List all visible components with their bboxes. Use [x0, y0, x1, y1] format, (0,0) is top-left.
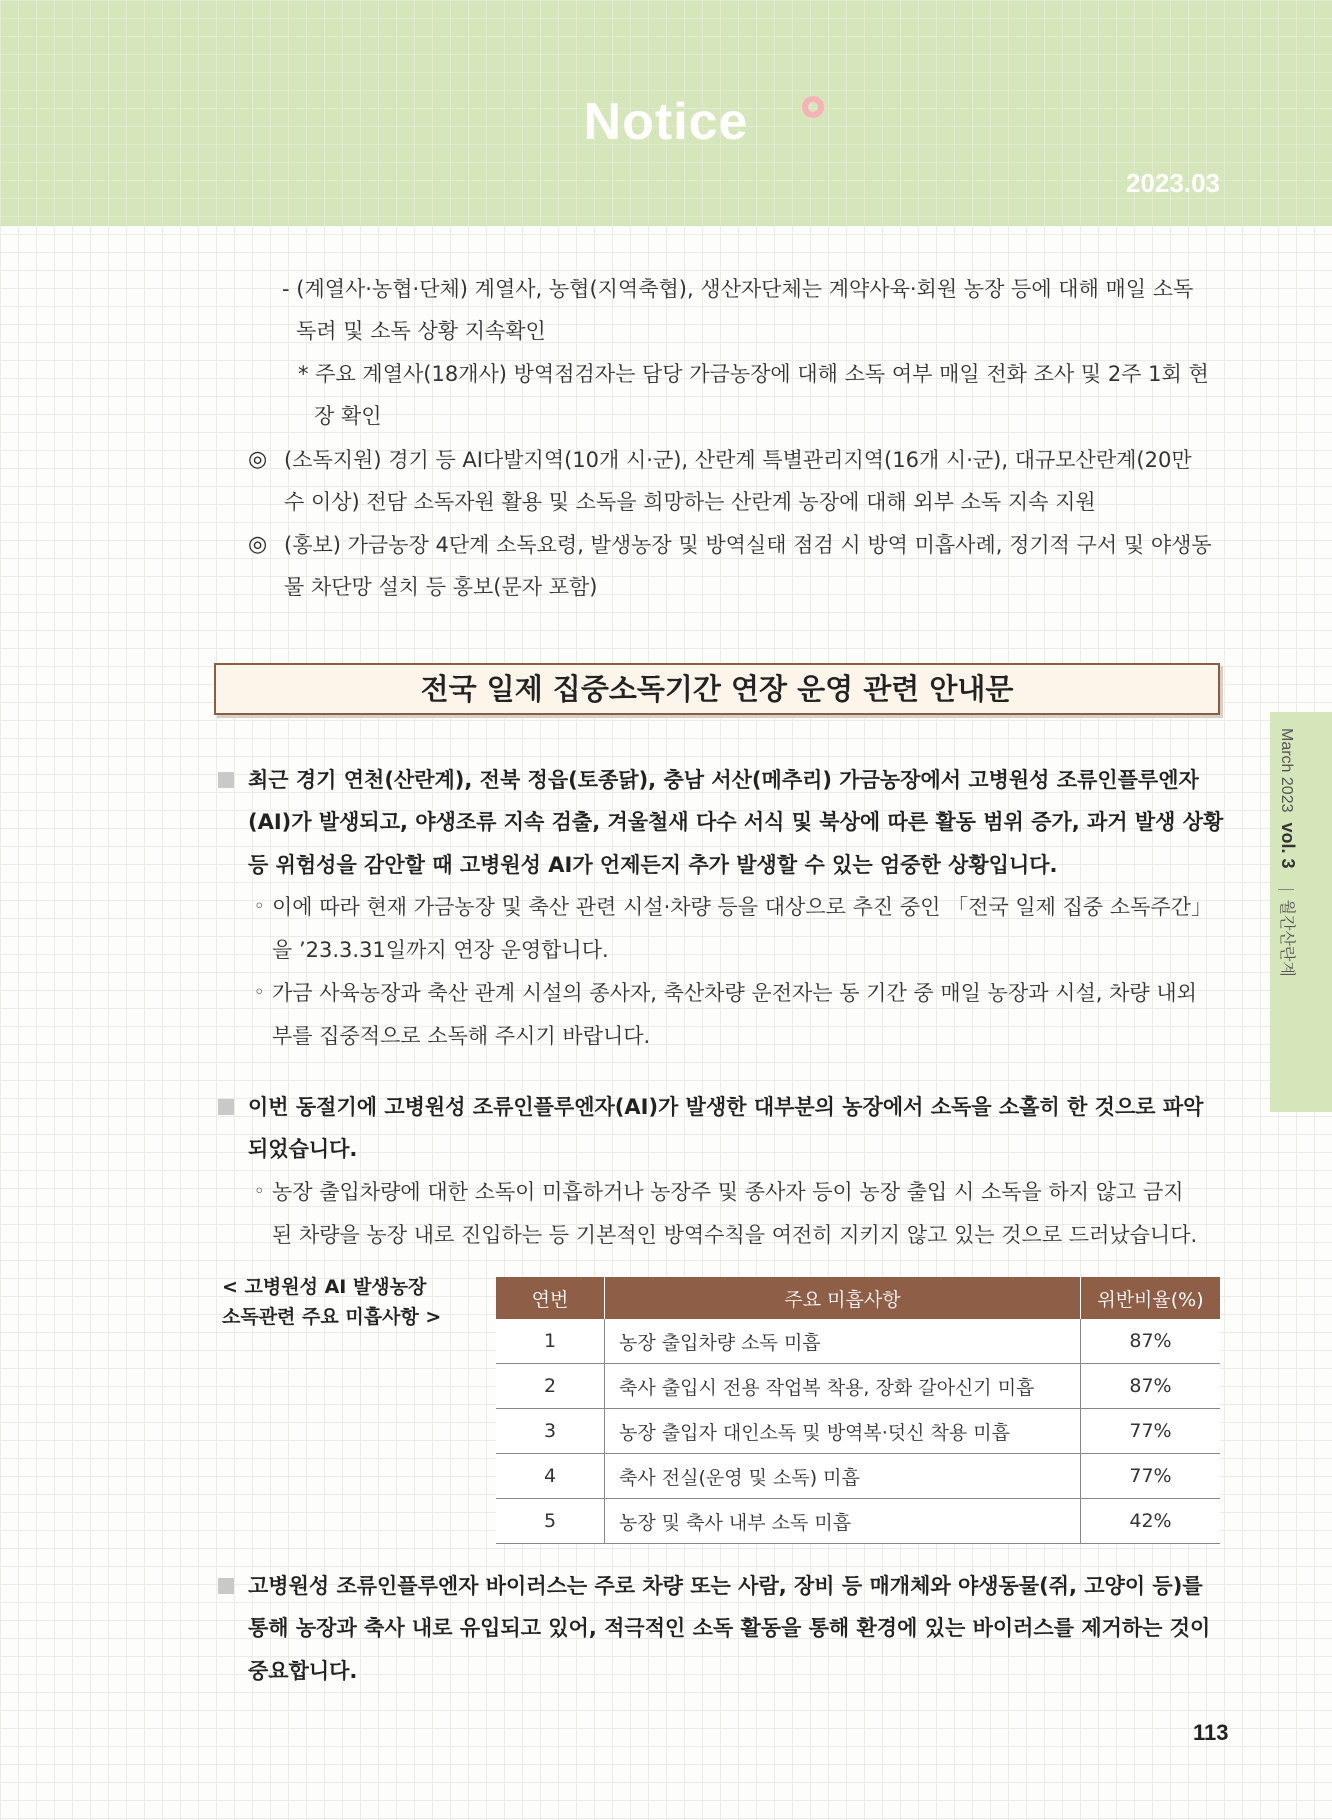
section1-main-line: (AI)가 발생되고, 야생조류 지속 검출, 겨울철새 다수 서식 및 북상에 따른 활동 범위 증가, 과거 발생 상황: [248, 810, 1224, 834]
table-row: [496, 1499, 1220, 1544]
table-header-row: [496, 1277, 1220, 1319]
table-cell-rate: 77%: [1081, 1409, 1221, 1454]
table-cell-item: 축사 전실(운영 및 소독) 미흡: [605, 1454, 1081, 1499]
intro-bullet-line: (홍보) 가금농장 4단계 소독요령, 발생농장 및 방역실태 점검 시 방역 미흡사례, 정기적 구서 및 야생동: [284, 533, 1212, 557]
side-tab-volume: vol. 3: [1278, 822, 1298, 869]
section2-main-line: 이번 동절기에 고병원성 조류인플루엔자(AI)가 발생한 대부분의 농장에서 소독을 소홀히 한 것으로 파악: [248, 1095, 1204, 1119]
table-row: [496, 1409, 1220, 1454]
notice-dot-icon: [802, 96, 824, 118]
table-cell-item: 농장 출입자 대인소독 및 방역복·덧신 착용 미흡: [605, 1409, 1081, 1454]
square-bullet-icon: [218, 1578, 234, 1594]
table-cell-no: 4: [496, 1454, 605, 1499]
small-circle-bullet-icon: ◦: [254, 896, 265, 917]
section-heading: 전국 일제 집중소독기간 연장 운영 관련 안내문: [214, 663, 1220, 715]
section1-sub-line: 가금 사육농장과 축산 관계 시설의 종사자, 축산차량 운전자는 동 기간 중 매일 농장과 시설, 차량 내외: [272, 981, 1197, 1005]
side-tab-month: March 2023: [1278, 728, 1295, 813]
notice-title: Notice: [583, 93, 749, 151]
header-banner: [0, 0, 1332, 226]
section1-sub-line: 을 ’23.3.31일까지 연장 운영합니다.: [272, 938, 609, 962]
table-caption: [222, 1272, 441, 1332]
table-cell-rate: 42%: [1081, 1499, 1221, 1544]
table-cell-no: 5: [496, 1499, 605, 1544]
side-tab-text: [1277, 728, 1300, 977]
intro-bullet-line: 물 차단망 설치 등 홍보(문자 포함): [284, 575, 598, 599]
table-cell-no: 1: [496, 1319, 605, 1364]
intro-dash-line: - (계열사·농협·단체) 계열사, 농협(지역축협), 생산자단체는 계약사육·회원 농장 등에 대해 매일 소독: [282, 277, 1194, 301]
small-circle-bullet-icon: ◦: [254, 1181, 265, 1202]
table-cell-item: 축사 출입시 전용 작업복 착용, 장화 갈아신기 미흡: [605, 1364, 1081, 1409]
table-cell-item: 농장 및 축사 내부 소독 미흡: [605, 1499, 1081, 1544]
table-caption-line: 소독관련 주요 미흡사항 >: [222, 1306, 442, 1328]
section2-sub-line: 농장 출입차량에 대한 소독이 미흡하거나 농장주 및 종사자 등이 농장 출입 시 소독을 하지 않고 금지: [272, 1180, 1184, 1204]
section1-sub-line: 부를 집중적으로 소독해 주시기 바랍니다.: [272, 1024, 651, 1048]
section3-main-line: 통해 농장과 축사 내로 유입되고 있어, 적극적인 소독 활동을 통해 환경에 있는 바이러스를 제거하는 것이: [248, 1616, 1211, 1640]
double-circle-bullet-icon: ◎: [248, 447, 268, 472]
table-caption-line: < 고병원성 AI 발생농장: [222, 1276, 427, 1298]
table-cell-no: 3: [496, 1409, 605, 1454]
section1-main-line: 등 위험성을 감안할 때 고병원성 AI가 언제든지 추가 발생할 수 있는 엄중한 상황입니다.: [248, 853, 1058, 877]
issue-date: 2023.03: [1126, 168, 1220, 198]
table-cell-item: 농장 출입차량 소독 미흡: [605, 1319, 1081, 1364]
intro-dash-line: 독려 및 소독 상황 지속확인: [296, 319, 546, 343]
table-row: [496, 1319, 1220, 1364]
table-header-cell: 주요 미흡사항: [605, 1277, 1081, 1319]
section3-main-line: 고병원성 조류인플루엔자 바이러스는 주로 차량 또는 사람, 장비 등 매개체와 야생동물(쥐, 고양이 등)를: [248, 1574, 1203, 1598]
double-circle-bullet-icon: ◎: [248, 532, 268, 557]
table-cell-rate: 77%: [1081, 1454, 1221, 1499]
intro-bullet-line: 수 이상) 전담 소독자원 활용 및 소독을 희망하는 산란계 농장에 대해 외부 소독 지속 지원: [284, 490, 1096, 514]
section2-main-line: 되었습니다.: [248, 1137, 358, 1161]
table-header-cell: 연번: [496, 1277, 605, 1319]
section1-main-line: 최근 경기 연천(산란계), 전북 정읍(토종닭), 충남 서산(메추리) 가금농장에서 고병원성 조류인플루엔자: [248, 768, 1199, 792]
small-circle-bullet-icon: ◦: [254, 982, 265, 1003]
table-cell-rate: 87%: [1081, 1319, 1221, 1364]
side-tab-divider: [1278, 889, 1294, 890]
section2-sub-line: 된 차량을 농장 내로 진입하는 등 기본적인 방역수칙을 여전히 지키지 않고 있는 것으로 드러났습니다.: [272, 1223, 1198, 1247]
intro-note-line: 장 확인: [314, 404, 382, 428]
square-bullet-icon: [218, 1099, 234, 1115]
violation-table: [496, 1277, 1220, 1544]
square-bullet-icon: [218, 772, 234, 788]
section3-main-line: 중요합니다.: [248, 1659, 358, 1683]
side-tab-magazine: 월간산란계: [1278, 899, 1295, 977]
table-row: [496, 1454, 1220, 1499]
section1-sub-line: 이에 따라 현재 가금농장 및 축산 관련 시설·차량 등을 대상으로 추진 중인 「전국 일제 집중 소독주간」: [272, 895, 1212, 919]
intro-bullet-line: (소독지원) 경기 등 AI다발지역(10개 시·군), 산란계 특별관리지역(16개 시·군), 대규모산란계(20만: [284, 448, 1192, 472]
page-number: 113: [1193, 1720, 1229, 1745]
table-row: [496, 1364, 1220, 1409]
table-cell-rate: 87%: [1081, 1364, 1221, 1409]
table-cell-no: 2: [496, 1364, 605, 1409]
intro-note-line: * 주요 계열사(18개사) 방역점검자는 담당 가금농장에 대해 소독 여부 매일 전화 조사 및 2주 1회 현: [298, 362, 1209, 386]
table-header-cell: 위반비율(%): [1081, 1277, 1221, 1319]
